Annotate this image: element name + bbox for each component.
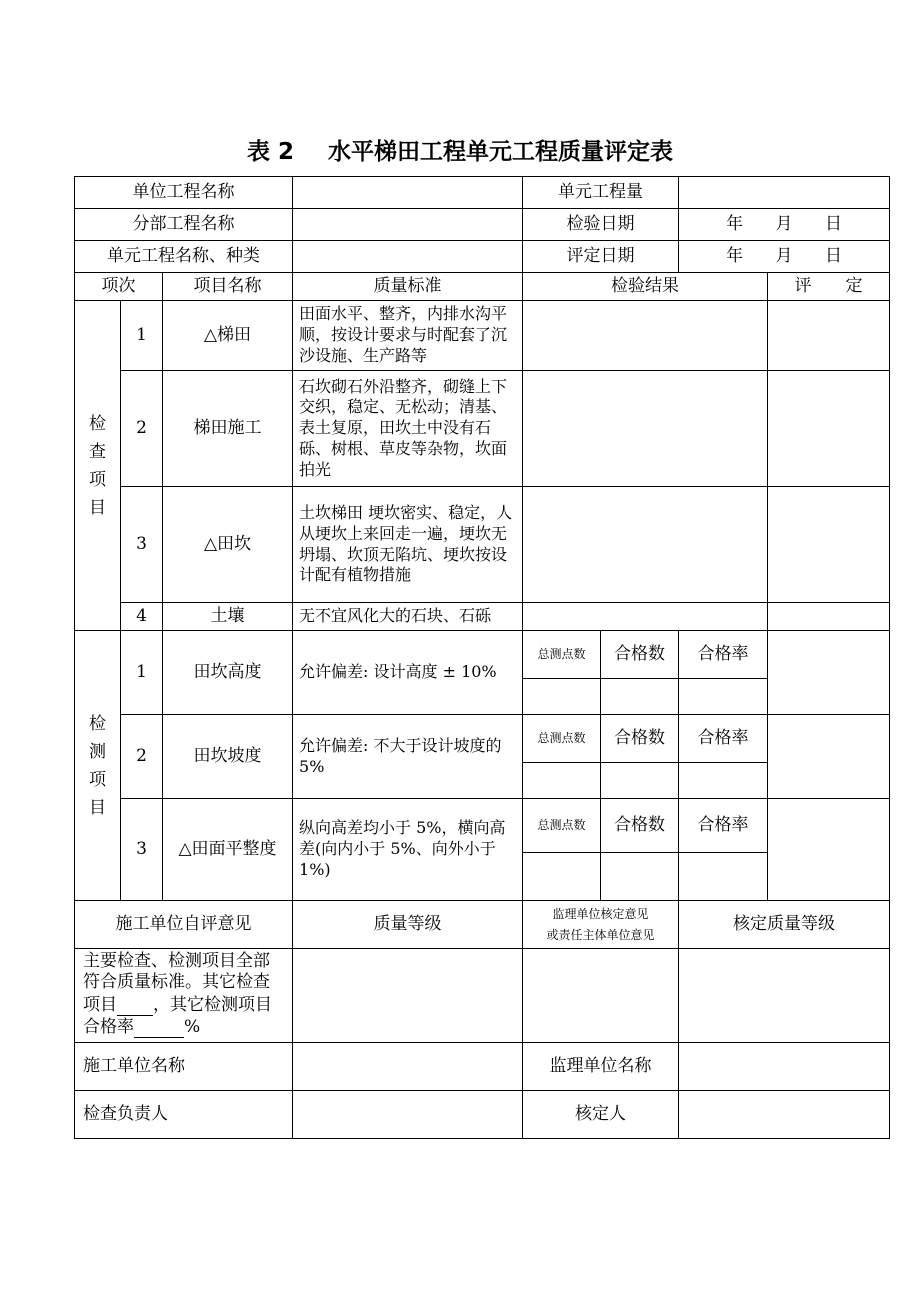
check-item-name: 梯田施工 (163, 371, 293, 487)
check-item-assessment[interactable] (768, 301, 890, 371)
check-item-result[interactable] (523, 603, 768, 631)
assessment-date-label: 评定日期 (523, 241, 679, 273)
total-points-header: 总测点数 (523, 631, 601, 679)
check-item-standard: 石坎砌石外沿整齐，砌缝上下交织，稳定、无松动；清基、表土复原，田坎土中没有石砾、树根、草皮等杂物，坎面拍光 (293, 371, 523, 487)
check-item-standard: 土坎梯田 埂坎密实、稳定，人从埂坎上来回走一遍，埂坎无坍塌、坎顶无陷坑、埂坎按设计配有植物措施 (293, 487, 523, 603)
verified-grade-field[interactable] (679, 949, 890, 1043)
unit-project-name-label: 单位工程名称 (75, 177, 293, 209)
other-check-items-blank[interactable] (117, 994, 153, 1016)
test-item-assessment[interactable] (768, 631, 890, 715)
inspector-field[interactable] (293, 1091, 523, 1139)
total-points-field[interactable] (523, 853, 601, 901)
self-assessment-conclusion: 主要检查、检测项目全部符合质量标准。其它检查项目 ，其它检测项目合格率 % (75, 949, 293, 1043)
supervisor-name-field[interactable] (679, 1043, 890, 1091)
total-points-header: 总测点数 (523, 715, 601, 763)
col-quality-standard: 质量标准 (293, 273, 523, 301)
test-item-assessment[interactable] (768, 715, 890, 799)
verifier-label: 核定人 (523, 1091, 679, 1139)
unit-element-quantity-label: 单元工程量 (523, 177, 679, 209)
check-item-result[interactable] (523, 301, 768, 371)
quality-assessment-table (74, 176, 890, 1139)
table-title: 水平梯田工程单元工程质量评定表 (328, 139, 673, 165)
test-item-standard: 纵向高差均小于 5%，横向高差(向内小于 5%、向外小于 1%) (293, 799, 523, 901)
day-label: 日 (824, 213, 842, 234)
supervisor-opinion-label: 监理单位核定意见 或责任主体单位意见 (523, 901, 679, 949)
month-label: 月 (775, 213, 793, 234)
check-item-no: 1 (121, 301, 163, 371)
test-item-no: 3 (121, 799, 163, 901)
unit-project-name-field[interactable] (293, 177, 523, 209)
quality-grade-field[interactable] (293, 949, 523, 1043)
pass-rate-field[interactable] (679, 763, 768, 799)
qualified-count-header: 合格数 (601, 631, 679, 679)
verified-grade-label: 核定质量等级 (679, 901, 890, 949)
check-item-standard: 无不宜风化大的石块、石砾 (293, 603, 523, 631)
year-label: 年 (726, 245, 744, 266)
self-assessment-label: 施工单位自评意见 (75, 901, 293, 949)
qualified-count-header: 合格数 (601, 799, 679, 853)
quality-grade-label: 质量等级 (293, 901, 523, 949)
total-points-field[interactable] (523, 679, 601, 715)
total-points-header: 总测点数 (523, 799, 601, 853)
check-item-name: △梯田 (163, 301, 293, 371)
check-item-no: 4 (121, 603, 163, 631)
inspection-date-field[interactable] (679, 209, 890, 241)
pass-rate-header: 合格率 (679, 631, 768, 679)
supervisor-opinion-field[interactable] (523, 949, 679, 1043)
check-item-no: 2 (121, 371, 163, 487)
inspection-date-label: 检验日期 (523, 209, 679, 241)
test-item-name: △田面平整度 (163, 799, 293, 901)
check-item-standard: 田面水平、整齐，内排水沟平顺，按设计要求与时配套了沉沙设施、生产路等 (293, 301, 523, 371)
check-item-assessment[interactable] (768, 371, 890, 487)
test-item-standard: 允许偏差: 设计高度 ± 10% (293, 631, 523, 715)
check-item-no: 3 (121, 487, 163, 603)
element-name-type-field[interactable] (293, 241, 523, 273)
test-items-group-label: 检 测 项 目 (75, 631, 121, 901)
unit-element-quantity-field[interactable] (679, 177, 890, 209)
month-label: 月 (775, 245, 793, 266)
test-item-name: 田坎高度 (163, 631, 293, 715)
contractor-name-field[interactable] (293, 1043, 523, 1091)
assessment-date-field[interactable] (679, 241, 890, 273)
qualified-count-field[interactable] (601, 763, 679, 799)
contractor-name-label: 施工单位名称 (75, 1043, 293, 1091)
page-title (0, 133, 920, 166)
division-project-name-label: 分部工程名称 (75, 209, 293, 241)
check-item-name: △田坎 (163, 487, 293, 603)
total-points-field[interactable] (523, 763, 601, 799)
element-name-type-label: 单元工程名称、种类 (75, 241, 293, 273)
day-label: 日 (824, 245, 842, 266)
table-number: 表 2 (246, 139, 294, 165)
qualified-count-field[interactable] (601, 679, 679, 715)
test-item-assessment[interactable] (768, 799, 890, 901)
qualified-count-header: 合格数 (601, 715, 679, 763)
pass-rate-field[interactable] (679, 679, 768, 715)
supervisor-name-label: 监理单位名称 (523, 1043, 679, 1091)
test-item-standard: 允许偏差: 不大于设计坡度的 5% (293, 715, 523, 799)
check-item-name: 土壤 (163, 603, 293, 631)
check-items-group-label: 检 查 项 目 (75, 301, 121, 631)
inspector-label: 检查负责人 (75, 1091, 293, 1139)
test-item-name: 田坎坡度 (163, 715, 293, 799)
pass-rate-field[interactable] (679, 853, 768, 901)
check-item-assessment[interactable] (768, 603, 890, 631)
col-item-name: 项目名称 (163, 273, 293, 301)
qualified-count-field[interactable] (601, 853, 679, 901)
check-item-result[interactable] (523, 487, 768, 603)
check-item-result[interactable] (523, 371, 768, 487)
test-item-no: 1 (121, 631, 163, 715)
pass-rate-header: 合格率 (679, 715, 768, 763)
col-item-no: 项次 (75, 273, 163, 301)
year-label: 年 (726, 213, 744, 234)
col-test-result: 检验结果 (523, 273, 768, 301)
verifier-field[interactable] (679, 1091, 890, 1139)
col-assessment: 评 定 (768, 273, 890, 301)
test-item-no: 2 (121, 715, 163, 799)
pass-rate-header: 合格率 (679, 799, 768, 853)
division-project-name-field[interactable] (293, 209, 523, 241)
check-item-assessment[interactable] (768, 487, 890, 603)
pass-rate-blank[interactable] (134, 1016, 184, 1038)
